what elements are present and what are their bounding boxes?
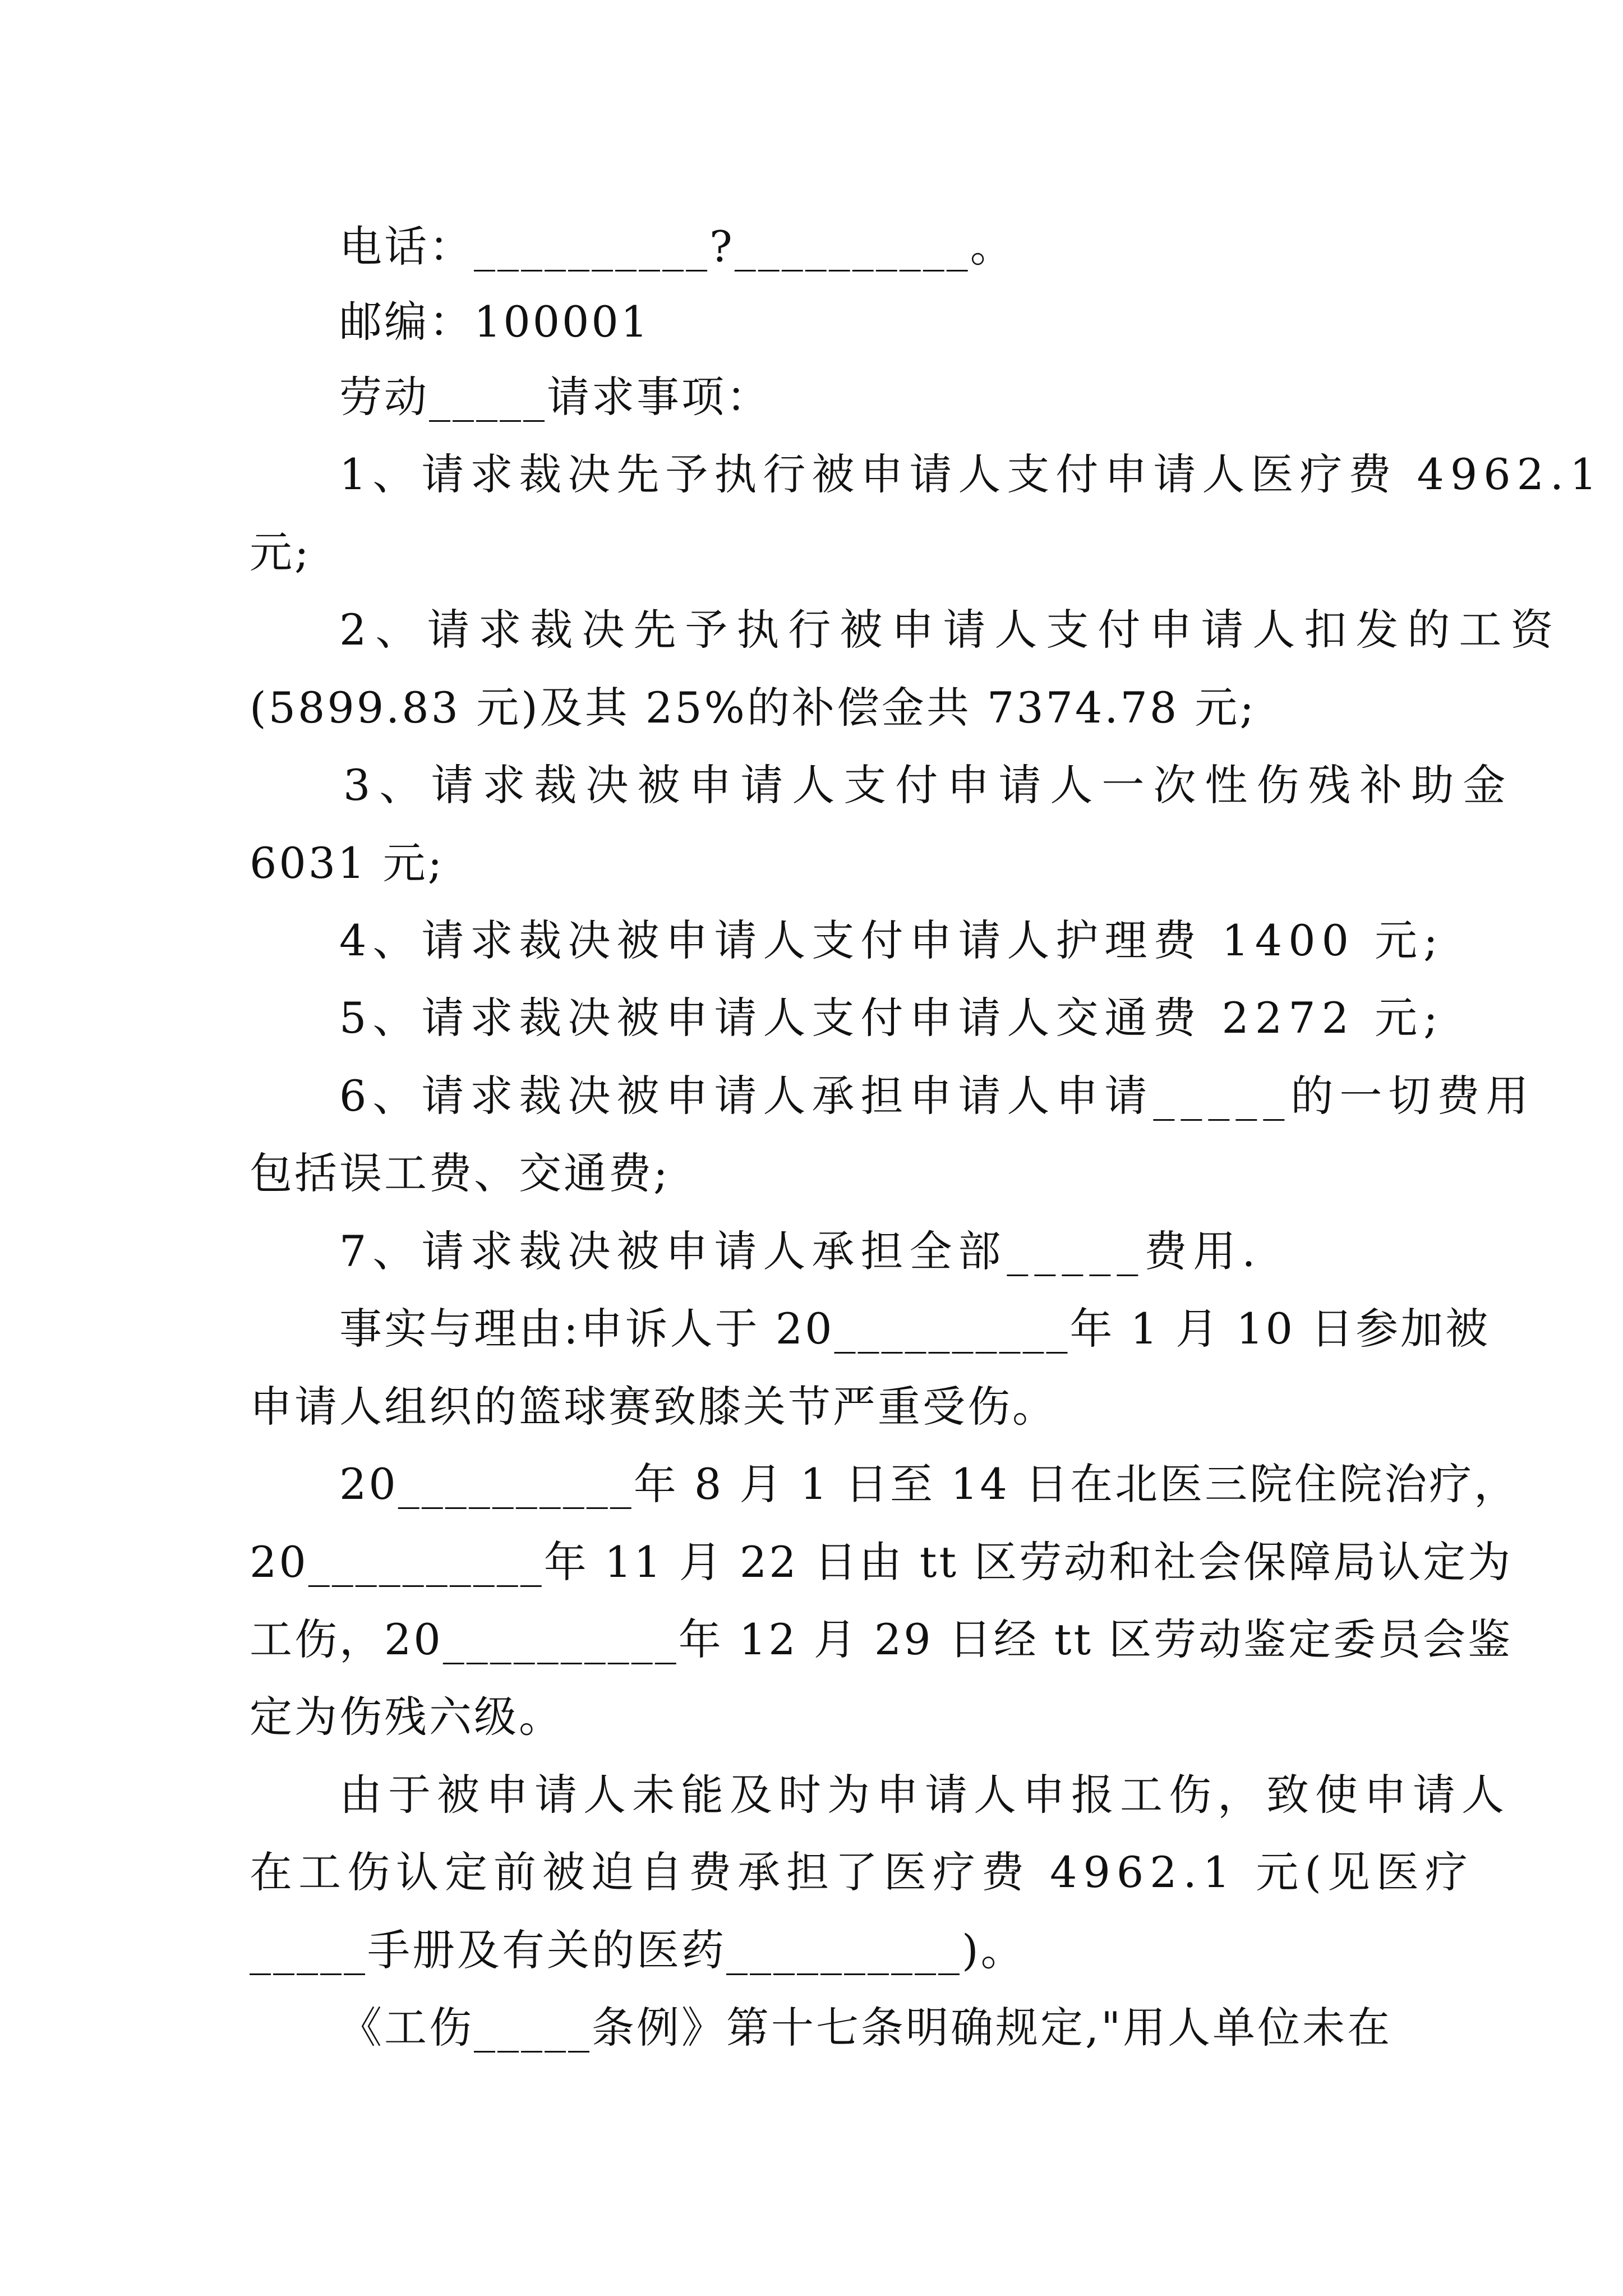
claim-2-line-2: (5899.83 元)及其 25%的补偿金共 7374.78 元; [250,683,1257,733]
facts-line-9: _____手册及有关的医药__________)。 [250,1925,1026,1975]
facts-line-7: 由于被申请人未能及时为申请人申报工伤，致使申请人 [339,1770,1510,1820]
claim-3-line-2: 6031 元; [250,838,445,888]
claim-6-line-1: 6、请求裁决被申请人承担申请人申请_____的一切费用 [339,1071,1535,1121]
claim-7-line: 7、请求裁决被申请人承担全部_____费用. [339,1226,1262,1276]
phone-line: 电话：__________?__________。 [339,222,1015,272]
regulation-line: 《工伤_____条例》第十七条明确规定,"用人单位未在 [339,2003,1393,2053]
claim-1-line-2: 元; [250,527,311,577]
facts-line-4: 20__________年 11 月 22 日由 tt 区劳动和社会保障局认定为 [250,1537,1513,1587]
facts-line-5: 工伤，20__________年 12 月 29 日经 tt 区劳动鉴定委员会鉴 [250,1614,1513,1664]
facts-line-2: 申请人组织的篮球赛致膝关节严重受伤。 [250,1382,1057,1432]
claim-6-line-2: 包括误工费、交通费; [250,1148,670,1198]
claim-2-line-1: 2、请求裁决先予执行被申请人支付申请人扣发的工资 [339,605,1562,655]
facts-line-1: 事实与理由:申诉人于 20__________年 1 月 10 日参加被 [339,1304,1491,1354]
claim-1-line-1: 1、请求裁决先予执行被申请人支付申请人医疗费 4962.1 [339,449,1603,499]
postcode-line: 邮编：100001 [339,297,651,347]
facts-line-6: 定为伤残六级。 [250,1692,564,1742]
facts-line-8: 在工伤认定前被迫自费承担了医疗费 4962.1 元(见医疗 [250,1847,1474,1897]
claim-5-line: 5、请求裁决被申请人支付申请人交通费 2272 元; [339,993,1444,1043]
claims-heading: 劳动_____请求事项： [339,372,771,422]
claim-3-line-1: 3、请求裁决被申请人支付申请人一次性伤残补助金 [343,760,1515,810]
facts-line-3: 20__________年 8 月 1 日至 14 日在北医三院住院治疗， [339,1459,1519,1509]
claim-4-line: 4、请求裁决被申请人支付申请人护理费 1400 元; [339,915,1444,965]
